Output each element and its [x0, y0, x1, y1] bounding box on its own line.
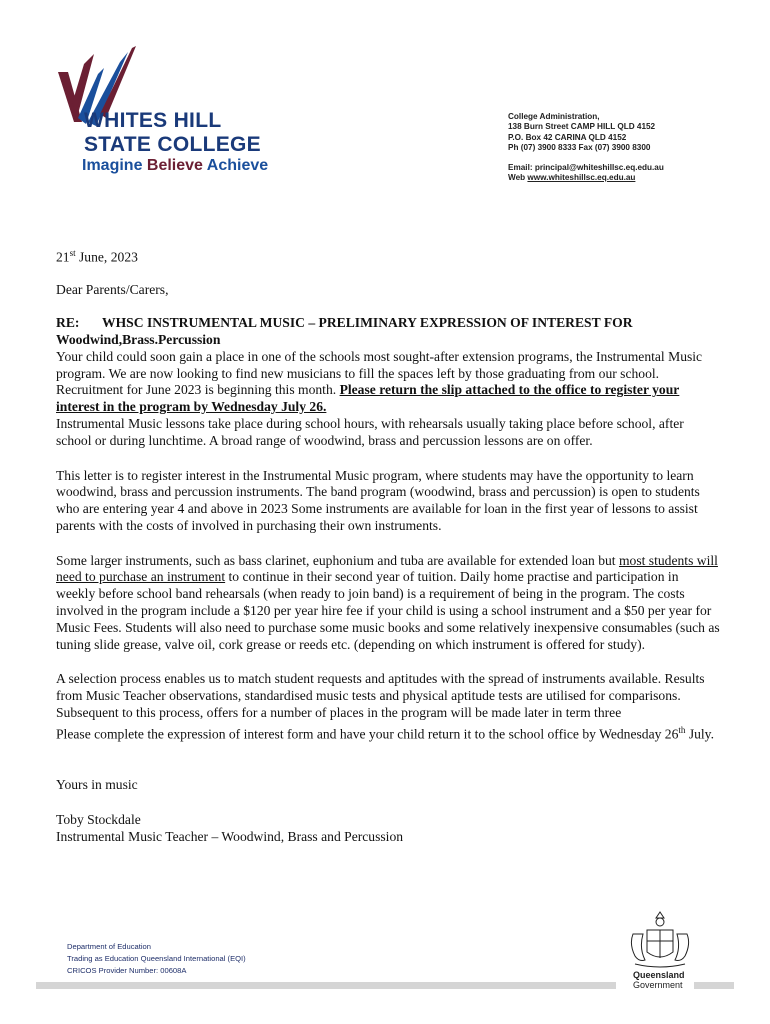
footer-divider-right — [694, 982, 734, 989]
contact-address: 138 Burn Street CAMP HILL QLD 4152 — [508, 122, 656, 132]
salutation: Dear Parents/Carers, — [56, 282, 169, 298]
contact-web — [508, 173, 664, 183]
closing: Yours in music — [56, 777, 138, 793]
paragraph-5: A selection process enables us to match student requests and aptitudes with the spread of instruments available. Results from Music Teacher observations, standardised music tests and physical aptitude tests are utilised for comparisons. Subsequent to this process, offers for a number of places in the program will be made later in term three — [56, 671, 705, 721]
date-suffix: st — [69, 248, 76, 258]
signatory-name: Toby Stockdale — [56, 811, 141, 827]
paragraph-4 — [56, 553, 721, 654]
paragraph-4-text-a: Some larger instruments, such as bass clarinet, euphonium and tuba are available for extended loan but — [56, 552, 619, 568]
footer-block — [67, 941, 246, 978]
contact-block — [508, 112, 664, 183]
re-subject: WHSC INSTRUMENTAL MUSIC – PRELIMINARY EXPRESSION OF INTEREST FOR — [102, 315, 633, 331]
paragraph-6 — [56, 722, 721, 743]
contact-web-label: Web — [508, 173, 528, 183]
paragraph-1-deadline: Please return the slip attached to the office to register your interest in the program by Wednesday July 26. — [56, 382, 680, 415]
tagline-believe: Believe — [146, 157, 207, 174]
re-label: RE: — [56, 315, 80, 331]
date-day: 21 — [56, 249, 70, 265]
paragraph-6-text: Please complete the expression of interest form and have your child return it to the school office by Wednesday 26 — [56, 726, 679, 742]
logo-tagline — [82, 157, 268, 175]
paragraph-4-text-b: to continue in their second year of tuition. Daily home practise and participation in weekly before school band rehearsals (when ready to join band) is a requirement of being in the program. The costs involved in the program include a $120 per year hire fee if your child is using a school instrument and a $50 per year for Music Fees. Students will also need to purchase some music books and some relatively inexpensive consumables (such as tuning slide grease, valve oil, cork grease or reeds etc. (depending on which instrument is offered for study). — [56, 569, 720, 652]
paragraph-6-suffix: th — [678, 724, 686, 735]
paragraph-2: Instrumental Music lessons take place during school hours, with rehearsals usually taking place before school, after school or during lunchtime. A broad range of woodwind, brass and percussion lessons are on offer. — [56, 415, 684, 448]
re-subject-line2: Woodwind,Brass.Percussion — [56, 331, 221, 347]
tagline-imagine: Imagine — [82, 157, 147, 174]
logo-name-line2: STATE COLLEGE — [84, 133, 261, 156]
paragraph-6-end: July. — [685, 726, 714, 742]
tagline-achieve: Achieve — [206, 157, 269, 174]
footer-trading: Trading as Education Queensland International (EQI) — [67, 954, 246, 964]
paragraph-4-underlined: most students will need to purchase an instrument — [56, 552, 718, 585]
paragraph-1-text: Your child could soon gain a place in one of the schools most sought-after extension programs, the Instrumental Music program. We are now looking to find new musicians to fill the spaces left by those graduating from our school. Recruitment for June 2023 is beginning this month. — [56, 348, 703, 398]
footer-department: Department of Education — [67, 942, 152, 951]
qld-name-line1: Queensland — [633, 970, 685, 980]
signatory-title: Instrumental Music Teacher – Woodwind, Brass and Percussion — [56, 828, 404, 844]
paragraph-1 — [56, 349, 721, 416]
footer-divider — [36, 982, 616, 989]
contact-phone: Ph (07) 3900 8333 Fax (07) 3900 8300 — [508, 143, 651, 153]
contact-line1: College Administration, — [508, 112, 600, 121]
re-line — [56, 315, 721, 332]
paragraph-3: This letter is to register interest in the Instrumental Music program, where students may have the opportunity to learn woodwind, brass and percussion instruments. The band program (woodwind, brass and percussion) is open to students who are entering year 4 and above in 2023 Some instruments are available for loan in the first year of lessons to assist parents with the costs of involved in purchasing their own instruments. — [56, 467, 700, 533]
contact-pobox: P.O. Box 42 CARINA QLD 4152 — [508, 132, 627, 142]
letter-body — [56, 245, 721, 846]
school-logo — [54, 44, 294, 180]
qld-name-line2: Government — [633, 980, 683, 990]
date-rest: June, 2023 — [75, 249, 138, 265]
contact-email[interactable]: Email: principal@whiteshillsc.eq.edu.au — [508, 162, 664, 172]
contact-web-link[interactable]: www.whiteshillsc.eq.edu.au — [527, 173, 636, 183]
queensland-government-wordmark — [633, 970, 685, 990]
logo-name-line1: WHITES HILL — [84, 109, 222, 132]
footer-cricos: CRICOS Provider Number: 00608A — [67, 966, 187, 976]
letter-date — [56, 245, 721, 266]
